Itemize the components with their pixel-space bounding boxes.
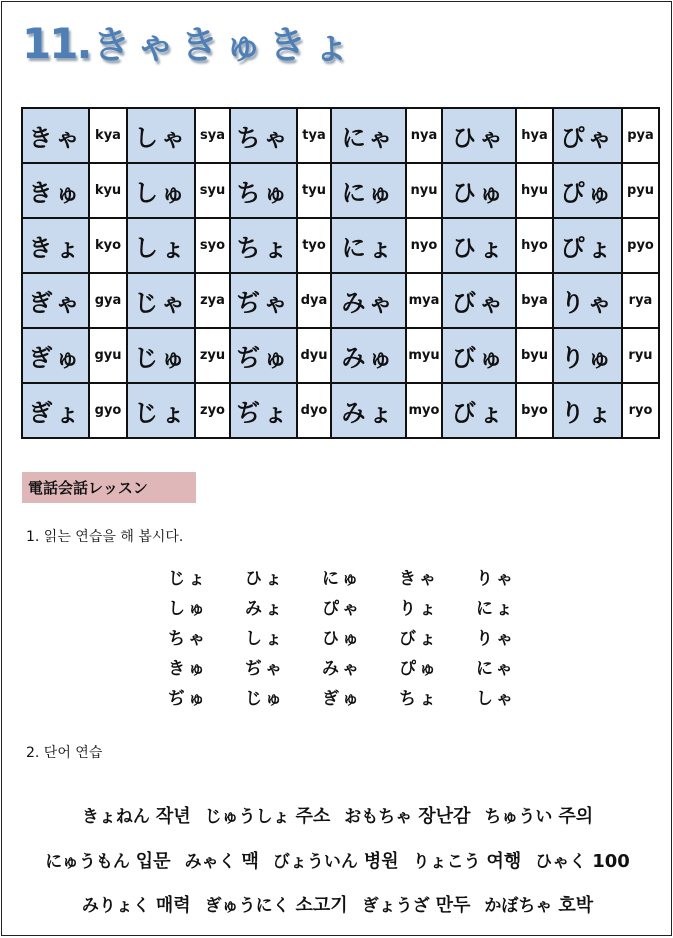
kana-cell: りょ [553,383,622,438]
kana-cell: にゃ [331,108,406,163]
vocab-japanese: ぎょうざ [361,896,430,916]
vocab-item [205,896,348,916]
vocab-japanese: びょういん [272,852,358,872]
romaji-cell: bya [516,273,553,328]
vocab-line [2,847,673,873]
practice-item: きゅ [168,659,208,679]
practice-item: ぢゃ [245,659,285,679]
romaji-cell: hyo [516,218,553,273]
table-row [22,108,659,163]
vocab-japanese: おもちゃ [344,807,413,827]
table-row [22,163,659,218]
practice-item: りゃ [476,629,516,649]
romaji-cell: tya [297,108,331,163]
practice-item: しゅ [168,599,208,619]
romaji-cell: byo [516,383,553,438]
romaji-cell: nyo [406,218,442,273]
page-title [22,14,357,68]
vocab-korean: 매력 [155,895,191,916]
practice-item: ちょ [399,689,439,709]
kana-cell: ぢゅ [230,328,297,383]
practice-item: きゃ [399,569,439,589]
vocab-japanese: きょねん [81,807,150,827]
vocab-item [362,896,471,916]
romaji-cell: rya [622,273,659,328]
romaji-cell: tyu [297,163,331,218]
kana-cell: ぴょ [553,218,622,273]
practice-item: ひょ [245,569,285,589]
kana-cell: しゅ [127,163,195,218]
romaji-cell: myo [406,383,442,438]
vocab-japanese: じゅうしょ [204,807,290,827]
question-2: 2. 단어 연습 [26,745,103,761]
romaji-cell: nyu [406,163,442,218]
kana-cell: みょ [331,383,406,438]
romaji-cell: tyo [297,218,331,273]
table-row [22,328,659,383]
practice-item: りょ [399,599,439,619]
vocab-japanese: かぼちゃ [484,896,553,916]
practice-item: ぴゃ [322,599,362,619]
vocab-korean: 맥 [241,851,259,872]
vocab-japanese: にゅうもん [45,852,130,872]
kana-cell: ぴゃ [553,108,622,163]
kana-cell: みゅ [331,328,406,383]
table-row [22,273,659,328]
vocab-item [45,852,170,872]
vocab-korean: 주의 [558,806,594,827]
vocab-item [344,807,470,827]
romaji-cell: dyo [297,383,331,438]
romaji-cell: pyo [622,218,659,273]
kana-cell: りゃ [553,273,622,328]
vocab-korean: 호박 [558,895,594,916]
kana-cell: ひゃ [442,108,516,163]
kana-cell: ぎゃ [22,273,89,328]
kana-cell: にゅ [331,163,406,218]
kana-cell: しょ [127,218,195,273]
romaji-cell: zyo [195,383,230,438]
practice-item: みゃ [322,659,362,679]
vocab-japanese: ひゃく [535,852,587,872]
practice-item: じゅ [245,689,285,709]
kana-cell: きょ [22,218,89,273]
vocab-japanese: みりょく [81,896,150,916]
vocab-item [185,852,259,872]
kana-cell: みゃ [331,273,406,328]
practice-item: にょ [476,599,516,619]
practice-item: じょ [168,569,208,589]
romaji-cell: ryu [622,328,659,383]
vocab-item [82,896,191,916]
practice-item: ひゅ [322,629,362,649]
practice-item: びょ [399,629,439,649]
kana-cell: にょ [331,218,406,273]
practice-item: にゃ [476,659,516,679]
vocab-item [484,896,593,916]
kana-cell: ぢょ [230,383,297,438]
kana-cell: じゅ [127,328,195,383]
practice-item: ぢゅ [168,689,208,709]
romaji-cell: kya [89,108,127,163]
kana-cell: ちゃ [230,108,297,163]
kana-cell: びゃ [442,273,516,328]
practice-item: にゅ [322,569,362,589]
vocab-japanese: みゃく [184,852,236,872]
vocab-item [535,852,630,872]
vocab-item [484,807,593,827]
romaji-cell: kyu [89,163,127,218]
vocab-korean: 작년 [155,806,191,827]
kana-cell: びょ [442,383,516,438]
practice-item: ぎゅ [322,689,362,709]
question-1: 1. 읽는 연습을 해 봅시다. [26,529,184,545]
kana-table [21,107,660,439]
kana-cell: ぎょ [22,383,89,438]
romaji-cell: sya [195,108,230,163]
vocab-line [2,891,673,917]
vocab-item [413,852,522,872]
kana-cell: ちゅ [230,163,297,218]
vocab-korean: 병원 [363,851,399,872]
romaji-cell: dyu [297,328,331,383]
reading-practice-grid [168,568,553,710]
vocab-korean: 장난감 [418,806,471,827]
romaji-cell: hya [516,108,553,163]
vocab-item [273,852,399,872]
vocab-korean: 만두 [435,895,471,916]
kana-cell: じゃ [127,273,195,328]
title-number: 11. [22,19,91,68]
kana-cell: びゅ [442,328,516,383]
title-kana: きゃきゅきょ [92,23,357,67]
kana-cell: ぢゃ [230,273,297,328]
vocab-japanese: ちゅうい [484,807,553,827]
romaji-cell: pya [622,108,659,163]
vocab-line [2,802,673,828]
vocab-korean: 소고기 [295,895,348,916]
lesson-label: 電話会話レッスン [22,472,196,503]
practice-item: ぴゅ [399,659,439,679]
kana-cell: しゃ [127,108,195,163]
vocab-item [82,807,191,827]
kana-cell: ひょ [442,218,516,273]
practice-item: しゃ [476,689,516,709]
romaji-cell: gyo [89,383,127,438]
practice-item: りゃ [476,569,516,589]
romaji-cell: hyu [516,163,553,218]
table-row [22,383,659,438]
worksheet-page [1,1,672,936]
kana-cell: じょ [127,383,195,438]
vocab-japanese: ぎゅうにく [204,896,290,916]
kana-cell: ちょ [230,218,297,273]
romaji-cell: myu [406,328,442,383]
romaji-cell: syu [195,163,230,218]
romaji-cell: mya [406,273,442,328]
practice-item: みょ [245,599,285,619]
romaji-cell: ryo [622,383,659,438]
romaji-cell: nya [406,108,442,163]
vocab-korean: 주소 [295,806,331,827]
romaji-cell: dya [297,273,331,328]
romaji-cell: zya [195,273,230,328]
kana-cell: ぎゅ [22,328,89,383]
kana-cell: りゅ [553,328,622,383]
kana-cell: ひゅ [442,163,516,218]
vocab-japanese: りょこう [412,852,481,872]
romaji-cell: gya [89,273,127,328]
romaji-cell: pyu [622,163,659,218]
romaji-cell: zyu [195,328,230,383]
romaji-cell: byu [516,328,553,383]
practice-item: ちゃ [168,629,208,649]
kana-cell: きゃ [22,108,89,163]
vocab-korean: 여행 [486,851,522,872]
kana-cell: ぴゅ [553,163,622,218]
vocab-item [205,807,331,827]
vocab-korean: 100 [592,851,630,872]
romaji-cell: gyu [89,328,127,383]
kana-cell: きゅ [22,163,89,218]
romaji-cell: kyo [89,218,127,273]
romaji-cell: syo [195,218,230,273]
vocab-korean: 입문 [135,851,171,872]
practice-item: しょ [245,629,285,649]
table-row [22,218,659,273]
